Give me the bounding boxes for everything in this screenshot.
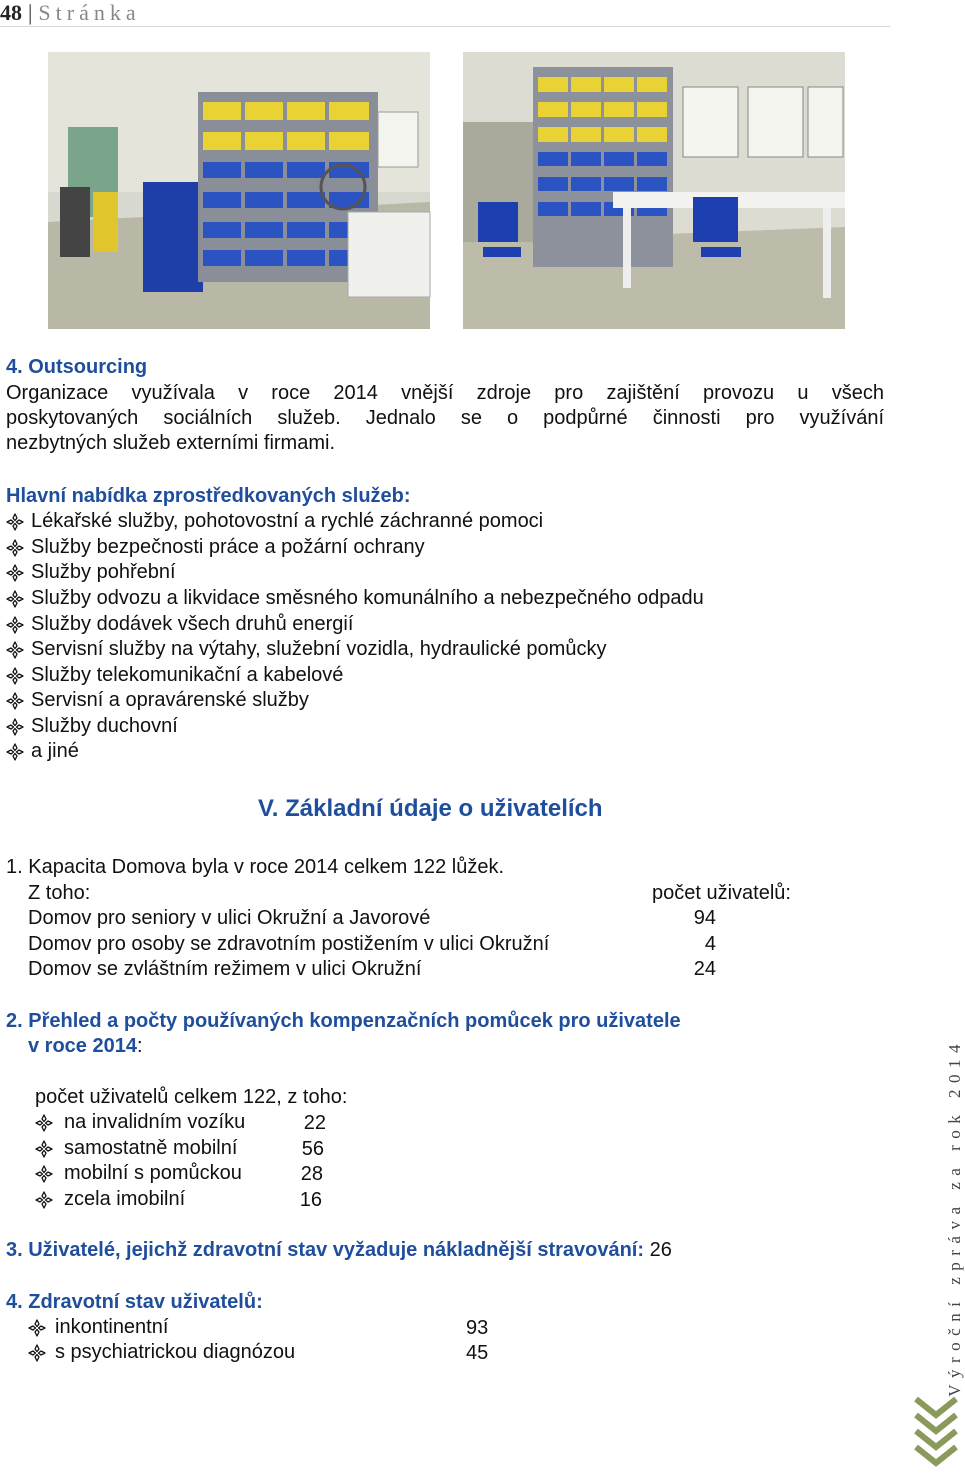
diamond-bullet-icon	[28, 1344, 46, 1362]
aids-heading-year: v roce 2014	[28, 1035, 137, 1057]
capacity-from-label: Z toho:	[28, 882, 91, 904]
header-separator: |	[28, 0, 33, 25]
diamond-bullet-icon	[6, 513, 24, 531]
aids-heading-colon: :	[136, 1035, 143, 1057]
diamond-bullet-icon	[6, 590, 24, 608]
outsourcing-line-1: Organizace využívala v roce 2014 vnější zdroje pro zajištění provozu u všech	[6, 382, 884, 404]
diamond-bullet-icon	[35, 1165, 53, 1183]
header-rule	[0, 26, 890, 27]
section-title: V. Základní údaje o uživatelích	[258, 795, 603, 822]
aids-total-line: počet uživatelů celkem 122, z toho:	[35, 1086, 348, 1108]
outsourcing-heading: 4. Outsourcing	[6, 356, 148, 378]
diamond-bullet-icon	[35, 1140, 53, 1158]
capacity-row-name: Domov se zvláštním režimem v ulici Okružní	[28, 958, 422, 980]
diamond-bullet-icon	[6, 641, 24, 659]
capacity-row-value: 94	[693, 907, 716, 929]
diamond-bullet-icon	[6, 743, 24, 761]
workshop-photo	[463, 52, 845, 329]
aid-value: 16	[299, 1189, 322, 1211]
health-value: 93	[466, 1317, 489, 1339]
diamond-bullet-icon	[35, 1114, 53, 1132]
aids-heading-2	[28, 1034, 143, 1060]
outsourcing-line-2: poskytovaných sociálních služeb. Jednalo se o podpůrné činnosti pro využívání	[6, 407, 884, 429]
diet-line	[6, 1238, 672, 1264]
diamond-bullet-icon	[35, 1191, 53, 1209]
health-heading: 4. Zdravotní stav uživatelů:	[6, 1291, 263, 1313]
aid-value: 22	[303, 1112, 326, 1134]
capacity-row-value: 4	[704, 933, 716, 955]
diamond-bullet-icon	[6, 564, 24, 582]
diamond-bullet-icon	[6, 667, 24, 685]
capacity-line: 1. Kapacita Domova byla v roce 2014 celkem 122 lůžek.	[6, 856, 505, 878]
diamond-bullet-icon	[6, 539, 24, 557]
diamond-bullet-icon	[6, 718, 24, 736]
diet-value: 26	[649, 1239, 672, 1261]
page-word: Stránka	[38, 0, 141, 25]
page-header	[0, 0, 141, 26]
health-value: 45	[466, 1342, 489, 1364]
capacity-row-value: 24	[693, 958, 716, 980]
diet-label: 3. Uživatelé, jejichž zdravotní stav vyžaduje nákladnější stravování:	[6, 1239, 645, 1261]
side-report-title: Výroční zpráva za rok 2014	[945, 1038, 964, 1397]
aid-value: 56	[301, 1138, 324, 1160]
aid-value: 28	[300, 1163, 323, 1185]
capacity-row-name: Domov pro osoby se zdravotním postižením v ulici Okružní	[28, 933, 550, 955]
services-heading: Hlavní nabídka zprostředkovaných služeb:	[6, 485, 411, 507]
page-number: 48	[0, 0, 22, 25]
chevron-logo-icon	[912, 1395, 960, 1468]
diamond-bullet-icon	[6, 692, 24, 710]
diamond-bullet-icon	[6, 616, 24, 634]
diamond-bullet-icon	[28, 1319, 46, 1337]
capacity-row-name: Domov pro seniory v ulici Okružní a Javorové	[28, 907, 431, 929]
outsourcing-line-3: nezbytných služeb externími firmami.	[6, 432, 336, 454]
storage-room-photo	[48, 52, 430, 329]
aids-heading: 2. Přehled a počty používaných kompenzačních pomůcek pro uživatele	[6, 1010, 681, 1032]
capacity-count-label: počet uživatelů:	[652, 882, 791, 904]
